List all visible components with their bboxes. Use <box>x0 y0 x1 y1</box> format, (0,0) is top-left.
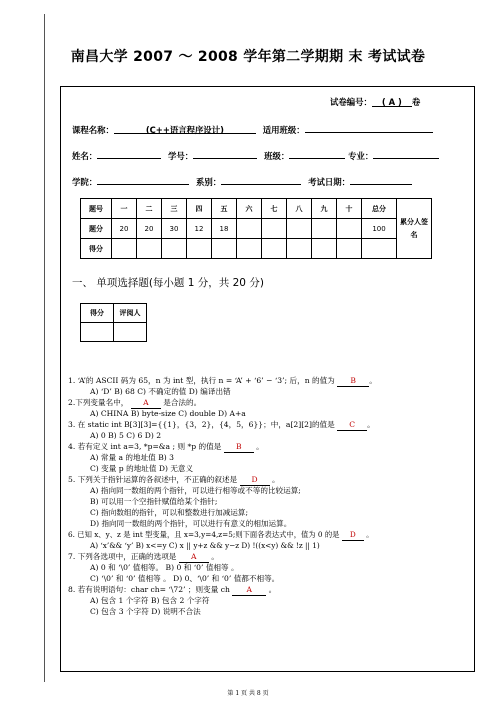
class-field[interactable] <box>289 149 345 159</box>
points-cell: 12 <box>187 219 212 239</box>
score-table-points-row <box>81 219 432 239</box>
score-head-cell: 九 <box>312 199 337 219</box>
question-text: 8. 若有说明语句：char ch= ‘\72’ ；则变量 ch <box>68 585 233 594</box>
score-head-cell: 七 <box>262 199 287 219</box>
question-text: 1. ‘A’的 ASCII 码为 65，n 为 int 型，执行 n = ‘A’ + ‘6’ − ‘3’; 后，n 的值为 <box>68 376 338 385</box>
course-value: (C++语言程序设计) <box>114 124 256 134</box>
earned-cell[interactable] <box>237 239 262 259</box>
score-table-earned-row <box>81 239 432 259</box>
points-cell: 18 <box>212 219 237 239</box>
question-7-options-2: C) ‘\0’ 和 ‘0’ 值相等 。 D) 0、‘\0’ 和 ‘0’ 值都不相等。 <box>90 574 280 583</box>
score-head-cell: 十 <box>337 199 362 219</box>
earned-cell[interactable] <box>162 239 187 259</box>
school-row <box>72 175 412 188</box>
paper-number <box>330 96 420 108</box>
answer-blank: B <box>337 375 369 387</box>
question-text: 是合法的。 <box>160 398 202 407</box>
question-text: 。 <box>266 585 277 594</box>
question-4-options-2: C) 变量 p 的地址值 D) 无意义 <box>90 464 194 473</box>
answer-blank: D <box>342 529 364 541</box>
question-text: 2.下列变量名中， <box>68 398 131 407</box>
earned-cell[interactable] <box>112 239 137 259</box>
answer-blank: A <box>232 584 266 596</box>
name-label: 姓名： <box>72 151 98 161</box>
earned-cell[interactable] <box>187 239 212 259</box>
points-cell <box>237 219 262 239</box>
score-signer: 累分人签名 <box>397 199 432 259</box>
earned-cell[interactable] <box>287 239 312 259</box>
course-row <box>72 123 433 136</box>
question-text: 。 <box>367 420 375 429</box>
question-text: 。 <box>363 530 374 539</box>
question-6-options: A) ‘x’&& ‘y’ B) x<=y C) x || y+z && y−z D) !((x<y) && !z || 1) <box>90 541 320 550</box>
score-head-label: 题号 <box>81 199 112 219</box>
points-label: 题分 <box>81 219 112 239</box>
binding-margin-line <box>44 14 45 682</box>
answer-blank: B <box>224 441 254 453</box>
question-1-options: A) ‘D’ B) 68 C) 不确定的值 D) 编译出错 <box>90 387 231 396</box>
dept-field[interactable] <box>221 175 301 185</box>
score-head-cell: 四 <box>187 199 212 219</box>
score-head-cell: 一 <box>112 199 137 219</box>
student-id-label: 学号： <box>168 151 194 161</box>
score-head-cell: 六 <box>237 199 262 219</box>
score-head-cell: 八 <box>287 199 312 219</box>
points-cell: 20 <box>137 219 162 239</box>
question-text: 。 <box>208 552 219 561</box>
question-2-options: A) CHINA B) byte-size C) double D) A+a <box>90 409 246 418</box>
paper-number-suffix: 卷 <box>411 97 421 107</box>
earned-cell[interactable] <box>312 239 337 259</box>
question-8-options-1: A) 包含 1 个字符 B) 包含 2 个字符 <box>90 596 210 605</box>
earned-cell[interactable] <box>262 239 287 259</box>
student-row <box>72 149 439 162</box>
points-cell: 30 <box>162 219 187 239</box>
grader-score-label: 得分 <box>81 304 114 323</box>
answer-blank: A <box>179 551 209 563</box>
question-text: 5. 下列关于指针运算的各叙述中，不正确的叙述是 <box>68 475 240 484</box>
score-head-cell: 三 <box>162 199 187 219</box>
question-text: 4. 若有定义 int a=3, *p=&a ; 则 *p 的值是 <box>68 442 224 451</box>
points-total: 100 <box>362 219 397 239</box>
earned-cell[interactable] <box>137 239 162 259</box>
score-head-cell: 五 <box>212 199 237 219</box>
paper-number-label: 试卷编号： <box>330 97 372 107</box>
name-field[interactable] <box>97 149 161 159</box>
answer-blank: A <box>131 397 161 409</box>
earned-total[interactable] <box>362 239 397 259</box>
exam-title: 南昌大学 2007 ～ 2008 学年第二学期期 末 考试试卷 <box>70 49 426 65</box>
question-5-option-a: A) 指向同一数组的两个指针，可以进行相等或不等的比较运算; <box>90 486 301 495</box>
exam-date-label: 考试日期： <box>308 177 350 187</box>
question-8-options-2: C) 包含 3 个字符 D) 说明不合法 <box>90 607 201 616</box>
question-text: 。 <box>269 475 280 484</box>
paper-number-value: ( A ) <box>372 97 412 107</box>
points-cell <box>287 219 312 239</box>
question-4-options-1: A) 常量 a 的地址值 B) 3 <box>90 453 174 462</box>
dept-label: 系别： <box>196 177 222 187</box>
answer-blank: D <box>240 474 270 486</box>
answer-blank: C <box>337 419 367 431</box>
grader-name-label: 评阅人 <box>114 304 147 323</box>
earned-cell[interactable] <box>212 239 237 259</box>
student-id-field[interactable] <box>193 149 257 159</box>
section-title: 一、 单项选择题(每小题 1 分，共 20 分) <box>72 277 264 289</box>
score-head-cell: 二 <box>137 199 162 219</box>
school-field[interactable] <box>97 175 189 185</box>
applicable-class-field[interactable] <box>305 123 433 133</box>
points-cell: 20 <box>112 219 137 239</box>
applicable-class-label: 适用班级： <box>262 125 305 135</box>
class-label: 班级： <box>264 151 290 161</box>
page-footer: 第 1 页 共 8 页 <box>227 690 269 697</box>
question-text: 。 <box>253 442 264 451</box>
earned-cell[interactable] <box>337 239 362 259</box>
grader-name-cell[interactable] <box>114 323 147 342</box>
question-7-options-1: A) 0 和 ‘\0’ 值相等。 B) 0 和 ‘0’ 值相等 。 <box>90 563 239 572</box>
question-text: 。 <box>369 376 377 385</box>
points-cell <box>337 219 362 239</box>
grader-score-cell[interactable] <box>81 323 114 342</box>
question-5-option-b: B) 可以用一个空指针赋值给某个指针; <box>90 497 218 506</box>
exam-date-field[interactable] <box>350 175 412 185</box>
question-5-option-c: C) 指向数组的指针，可以和整数进行加减运算; <box>90 508 249 517</box>
course-label: 课程名称： <box>72 125 114 135</box>
points-cell <box>312 219 337 239</box>
major-field[interactable] <box>373 149 439 159</box>
question-text: 7. 下列各选项中，正确的选项是 <box>68 552 179 561</box>
score-table <box>80 198 432 259</box>
question-3-options: A) 0 B) 5 C) 6 D) 2 <box>90 431 162 440</box>
question-text: 3. 在 static int B[3][3]={{1}，{3，2}，{4，5，6}}；中，a[2][2]的值是 <box>68 420 338 429</box>
points-cell <box>262 219 287 239</box>
question-5-option-d: D) 指向同一数组的两个指针，可以进行有意义的相加运算。 <box>90 519 292 528</box>
earned-label: 得分 <box>81 239 112 259</box>
major-label: 专业： <box>348 151 374 161</box>
score-head-total: 总分 <box>362 199 397 219</box>
grader-table <box>80 303 147 342</box>
school-label: 学院： <box>72 177 98 187</box>
question-text: 6. 已知 x、y、z 是 int 型变量，且 x=3,y=4,z=5;则下面各表达式中，值为 0 的是 <box>68 530 342 539</box>
score-table-header-row <box>81 199 432 219</box>
